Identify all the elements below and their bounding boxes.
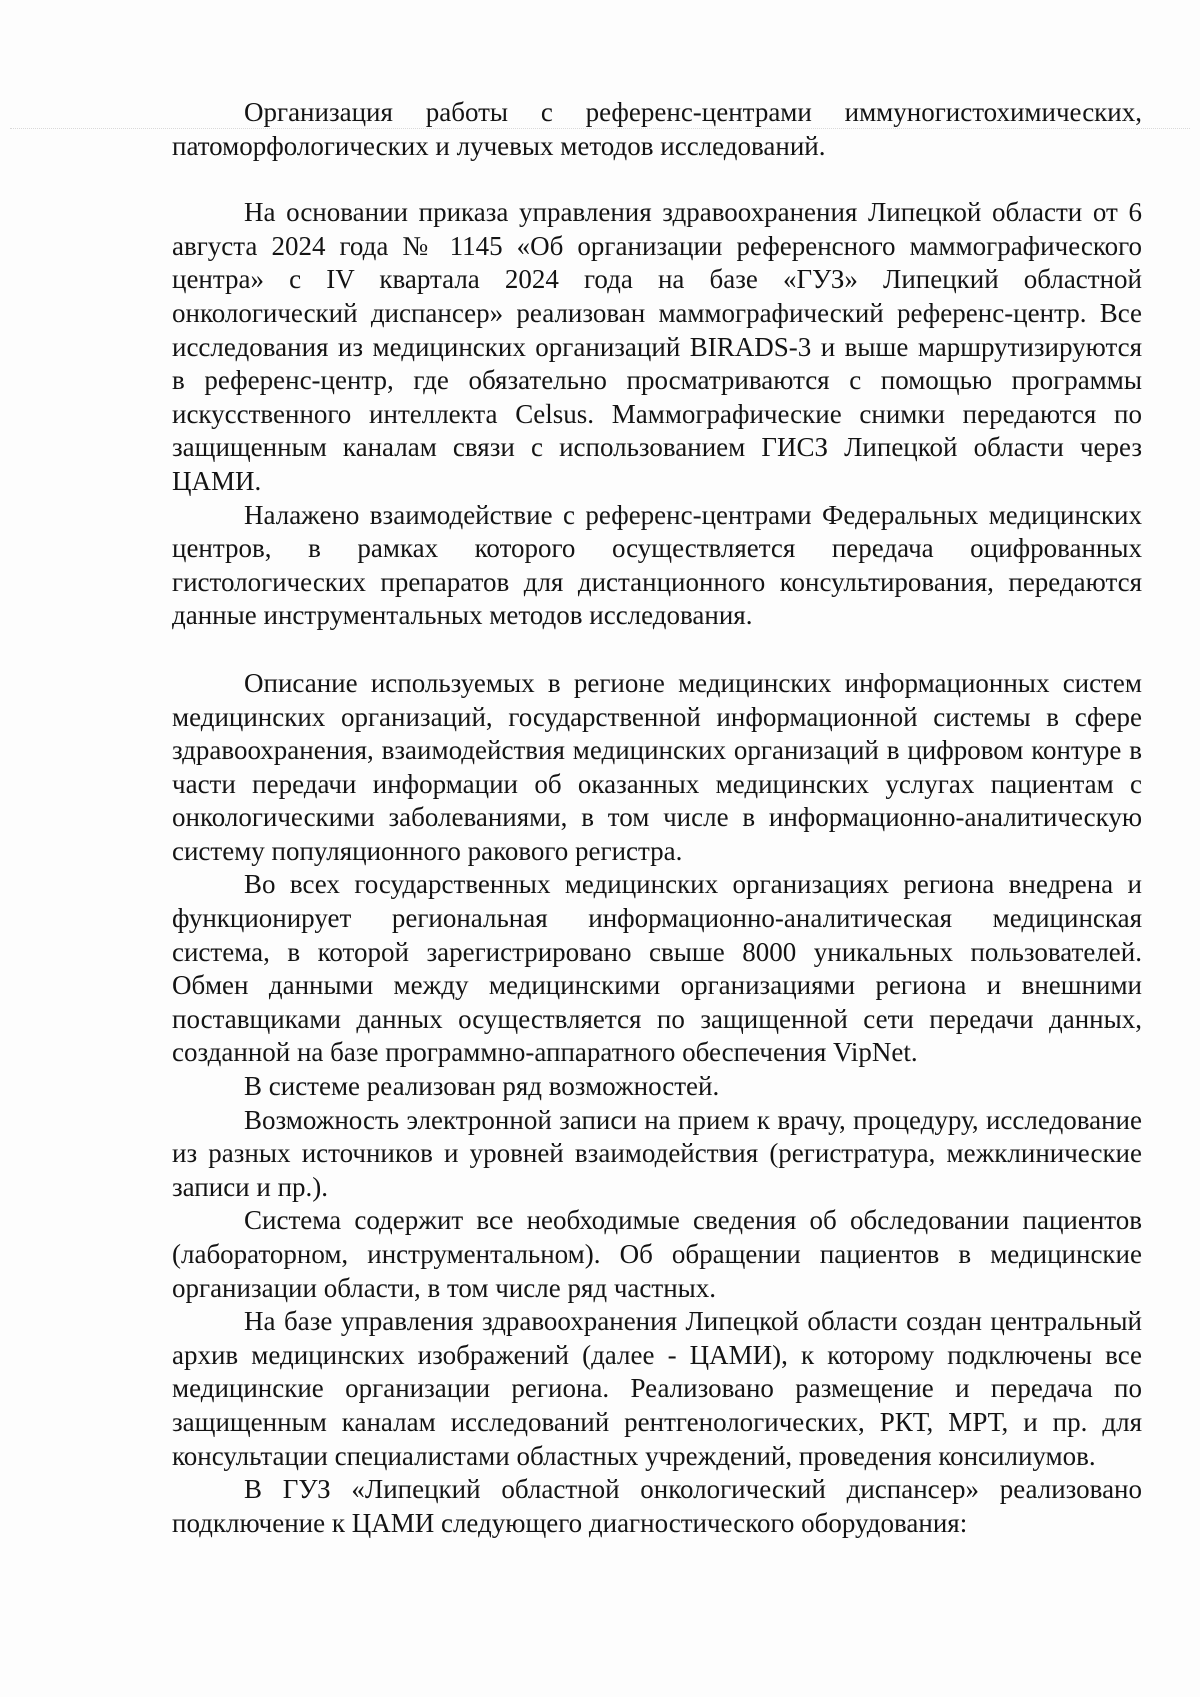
paragraph-mammography-reference-center: На основании приказа управления здравоохранения Липецкой области от 6 августа 2024 года № 1145 «Об организации референсного маммографического центра» с IV квартала 2024 года на базе «ГУЗ» Липецкий областной онкологический диспансер» реализован маммографический референс-центр. Все исследования из медицинских организаций BIRADS-3 и выше маршрутизируются в референс-центр, где обязательно просматриваются с помощью программы искусственного интеллекта Celsus. Маммографические снимки передаются по защищенным каналам связи с использованием ГИСЗ Липецкой области через ЦАМИ.	[172, 197, 1142, 496]
paragraph-spacer	[172, 633, 1142, 667]
paragraph-dispensary-connection: В ГУЗ «Липецкий областной онкологический диспансер» реализовано подключение к ЦАМИ следующего диагностического оборудования:	[172, 1474, 1142, 1538]
paragraph-regional-system: Во всех государственных медицинских организациях региона внедрена и функционирует региональная информационно-аналитическая медицинская система, в которой зарегистрировано свыше 8000 уникальных пользователей. Обмен данными между медицинскими организациями региона и внешними поставщиками данных осуществляется по защищенной сети передачи данных, созданной на базе программно-аппаратного обеспечения VipNet.	[172, 869, 1142, 1068]
paragraph-federal-reference-centers: Налажено взаимодействие с референс-центрами Федеральных медицинских центров, в рамках которого осуществляется передача оцифрованных гистологических препаратов для дистанционного консультирования, передаются данные инструментальных методов исследования.	[172, 499, 1142, 631]
heading-paragraph: Организация работы с референс-центрами иммуногистохимических, патоморфологических и лучевых методов исследований.	[172, 97, 1142, 161]
paragraph-patient-examination-data: Система содержит все необходимые сведения об обследовании пациентов (лабораторном, инструментальном). Об обращении пациентов в медицинские организации области, в том числе ряд частных.	[172, 1205, 1142, 1303]
paragraph-information-systems-description: Описание используемых в регионе медицинских информационных систем медицинских организаций, государственной информационной системы в сфере здравоохранения, взаимодействия медицинских организаций в цифровом контуре в части передачи информации об оказанных медицинских услугах пациентам с онкологическими заболеваниями, в том числе в информационно-аналитическую систему популяционного ракового регистра.	[172, 667, 1142, 866]
document-body	[172, 96, 1142, 1540]
paragraph-central-image-archive: На базе управления здравоохранения Липецкой области создан центральный архив медицинских изображений (далее - ЦАМИ), к которому подключены все медицинские организации региона. Реализовано размещение и передача по защищенным каналам исследований рентгенологических, РКТ, МРТ, и пр. для консультации специалистами областных учреждений, проведения консилиумов.	[172, 1306, 1142, 1471]
paragraph-electronic-appointment: Возможность электронной записи на прием к врачу, процедуру, исследование из разных источников и уровней взаимодействия (регистратура, межклинические записи и пр.).	[172, 1104, 1142, 1202]
paragraph-system-capabilities: В системе реализован ряд возможностей.	[244, 1071, 720, 1102]
paragraph-spacer	[172, 163, 1142, 196]
